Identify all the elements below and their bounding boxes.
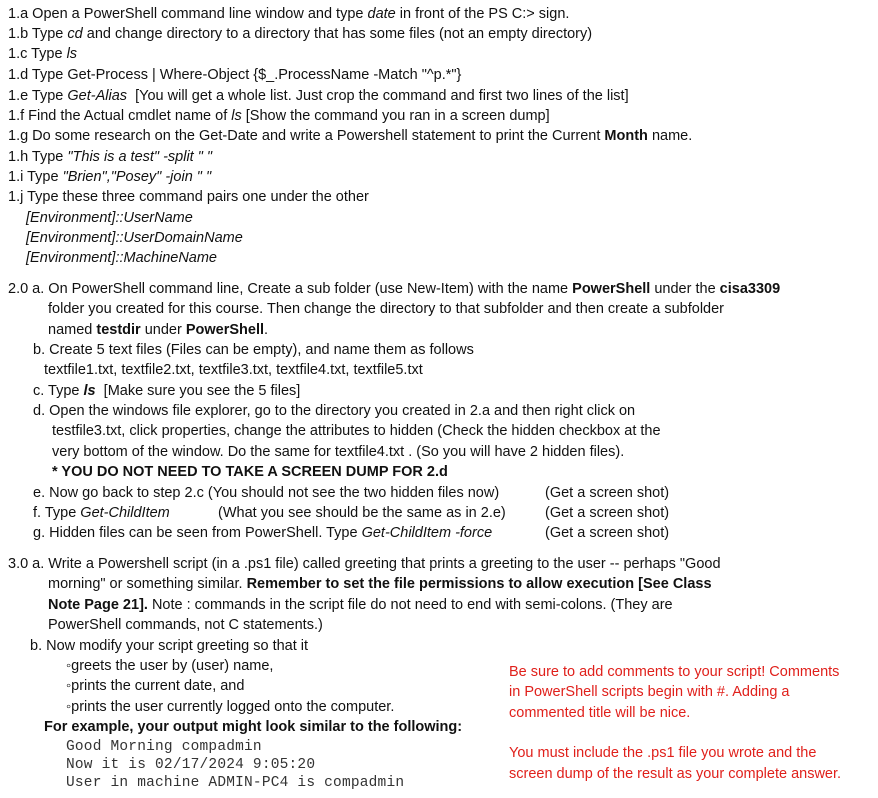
step-1f: 1.f Find the Actual cmdlet name of ls [Show the command you ran in a screen dump] <box>8 108 550 124</box>
step-3b-item-1: ◦greets the user by (user) name, <box>66 658 274 674</box>
note-submit-2: screen dump of the result as your complete answer. <box>509 766 842 782</box>
step-1d: 1.d Type Get-Process | Where-Object {$_.ProcessName -Match "^p.*"} <box>8 67 462 83</box>
step-1j: 1.j Type these three command pairs one under the other <box>8 189 369 205</box>
example-output-3: User in machine ADMIN-PC4 is compadmin <box>66 775 405 791</box>
step-2e-shot: (Get a screen shot) <box>545 485 670 501</box>
step-2f-shot: (Get a screen shot) <box>545 505 670 521</box>
note-comments-2: in PowerShell scripts begin with #. Adding a <box>509 684 790 700</box>
step-1j-cmd-2: [Environment]::UserDomainName <box>26 230 243 246</box>
step-2b: b. Create 5 text files (Files can be empty), and name them as follows <box>33 342 474 358</box>
note-submit-1: You must include the .ps1 file you wrote and the <box>509 745 817 761</box>
step-2c: c. Type ls [Make sure you see the 5 files] <box>33 383 301 399</box>
example-heading: For example, your output might look similar to the following: <box>44 719 463 735</box>
step-2a-line-2: folder you created for this course. Then change the directory to that subfolder and then create a subfolder <box>48 301 725 317</box>
step-1h: 1.h Type "This is a test" -split " " <box>8 149 213 165</box>
step-2d-line-1: d. Open the windows file explorer, go to the directory you created in 2.a and then right click on <box>33 403 636 419</box>
step-3b-item-2: ◦prints the current date, and <box>66 678 245 694</box>
step-2e: e. Now go back to step 2.c (You should not see the two hidden files now) <box>33 485 500 501</box>
step-2f-note: (What you see should be the same as in 2.e) <box>218 505 506 521</box>
example-output-1: Good Morning compadmin <box>66 739 262 755</box>
step-2d-line-3: very bottom of the window. Do the same for textfile4.txt . (So you will have 2 hidden files). <box>52 444 625 460</box>
step-1j-cmd-3: [Environment]::MachineName <box>26 250 217 266</box>
example-output-2: Now it is 02/17/2024 9:05:20 <box>66 757 316 773</box>
step-1j-cmd-1: [Environment]::UserName <box>26 210 193 226</box>
step-2f: f. Type Get-ChildItem <box>33 505 170 521</box>
note-comments-3: commented title will be nice. <box>509 705 691 721</box>
step-1c: 1.c Type ls <box>8 46 78 62</box>
step-2d-line-2: testfile3.txt, click properties, change the attributes to hidden (Check the hidden checkbox at the <box>52 423 661 439</box>
step-1e: 1.e Type Get-Alias [You will get a whole list. Just crop the command and first two lines of the list] <box>8 88 629 104</box>
note-comments-1: Be sure to add comments to your script! Comments <box>509 664 840 680</box>
step-3a-line-1: 3.0 a. Write a Powershell script (in a .ps1 file) called greeting that prints a greeting to the user -- perhaps "Good <box>8 556 721 572</box>
step-2a-line-1: 2.0 a. On PowerShell command line, Create a sub folder (use New-Item) with the name PowerShell under the cisa3309 <box>8 281 781 297</box>
step-1b: 1.b Type cd and change directory to a directory that has some files (not an empty directory) <box>8 26 593 42</box>
step-3a-line-3: Note Page 21]. Note : commands in the script file do not need to end with semi-colons. (They are <box>48 597 673 613</box>
step-3b-item-3: ◦prints the user currently logged onto the computer. <box>66 699 395 715</box>
step-1i: 1.i Type "Brien","Posey" -join " " <box>8 169 212 185</box>
step-2b-files: textfile1.txt, textfile2.txt, textfile3.txt, textfile4.txt, textfile5.txt <box>44 362 423 378</box>
step-1g: 1.g Do some research on the Get-Date and write a Powershell statement to print the Current Month name. <box>8 128 693 144</box>
step-2a-line-3: named testdir under PowerShell. <box>48 322 269 338</box>
step-2d-note: * YOU DO NOT NEED TO TAKE A SCREEN DUMP FOR 2.d <box>52 464 448 480</box>
step-2g: g. Hidden files can be seen from PowerShell. Type Get-ChildItem -force <box>33 525 493 541</box>
step-3a-line-2: morning" or something similar. Remember to set the file permissions to allow execution [See Class <box>48 576 712 592</box>
step-3a-line-4: PowerShell commands, not C statements.) <box>48 617 323 633</box>
step-2g-shot: (Get a screen shot) <box>545 525 670 541</box>
step-1a: 1.a Open a PowerShell command line window and type date in front of the PS C:> sign. <box>8 6 570 22</box>
step-3b: b. Now modify your script greeting so that it <box>30 638 309 654</box>
